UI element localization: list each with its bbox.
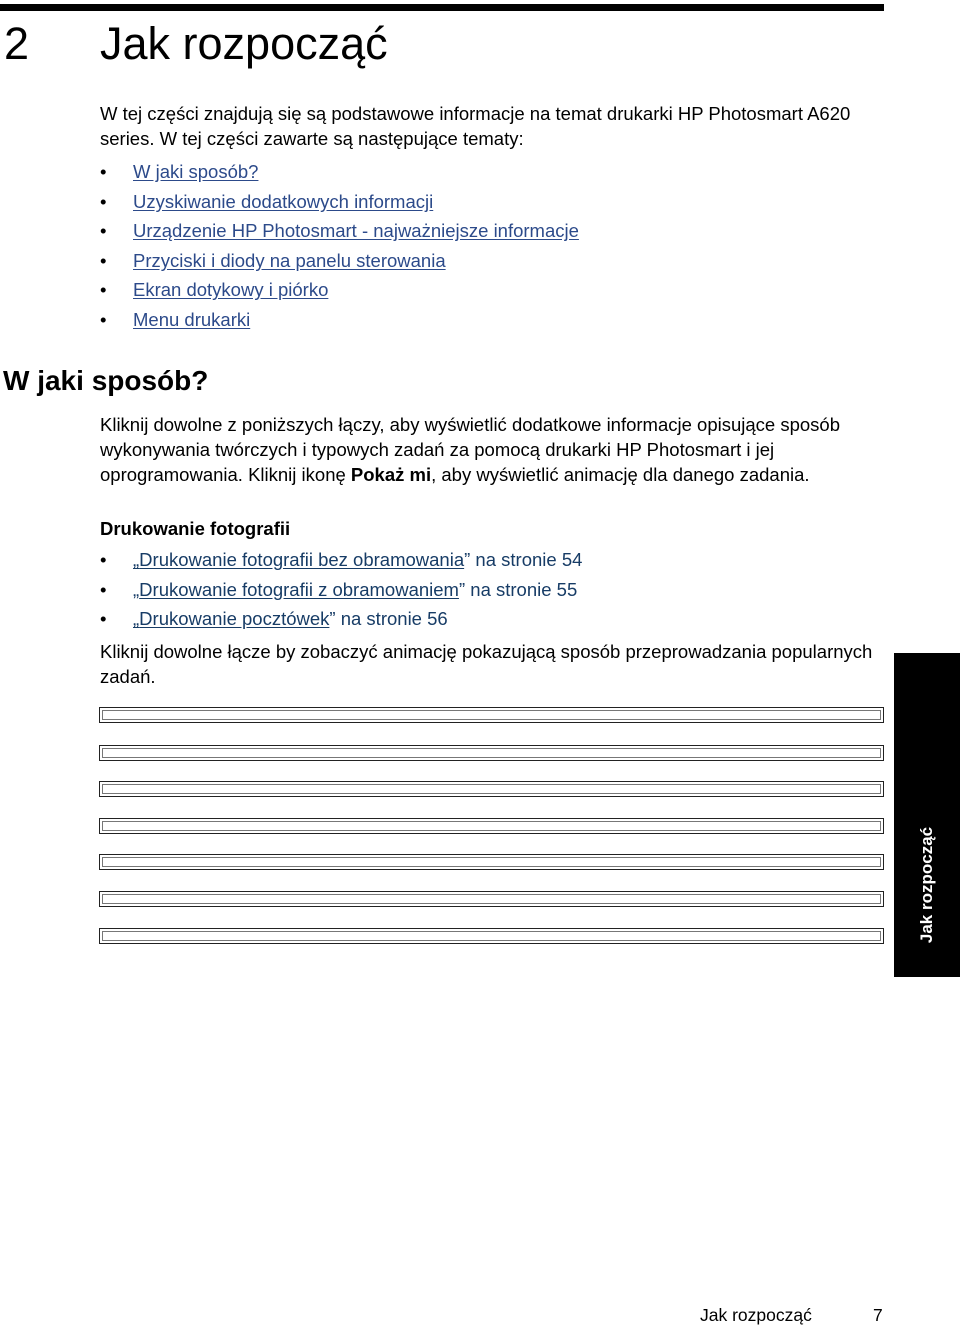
animation-link-box[interactable] bbox=[99, 707, 884, 723]
list-item bbox=[100, 545, 582, 575]
quote-open: „ bbox=[133, 549, 140, 570]
show-me-label: Pokaż mi bbox=[350, 464, 432, 485]
chapter-title bbox=[4, 18, 388, 70]
topic-link[interactable]: Urządzenie HP Photosmart - najważniejsze informacje bbox=[133, 220, 579, 241]
bullet-icon: • bbox=[100, 279, 107, 300]
page-reference: na stronie 55 bbox=[465, 578, 578, 600]
photo-link[interactable] bbox=[133, 608, 329, 629]
topic-link[interactable]: Menu drukarki bbox=[133, 308, 251, 330]
bullet-icon: • bbox=[100, 578, 107, 600]
animation-link-box[interactable] bbox=[99, 818, 884, 834]
list-item bbox=[100, 275, 579, 305]
animation-link-box[interactable] bbox=[99, 928, 884, 944]
topic-link[interactable]: Przyciski i diody na panelu sterowania bbox=[133, 249, 446, 271]
topic-link[interactable]: Uzyskiwanie dodatkowych informacji bbox=[133, 190, 434, 212]
bullet-icon: • bbox=[100, 161, 107, 182]
quote-close: ” bbox=[464, 549, 471, 570]
bullet-icon: • bbox=[100, 220, 107, 241]
animation-link-box[interactable] bbox=[99, 781, 884, 797]
page-reference: na stronie 56 bbox=[335, 608, 448, 629]
section-paragraph bbox=[100, 412, 900, 487]
list-item bbox=[100, 246, 579, 276]
list-item bbox=[100, 187, 579, 217]
bullet-icon: • bbox=[100, 608, 107, 629]
list-item bbox=[100, 216, 579, 246]
side-tab-label: Jak rozpocząć bbox=[917, 826, 936, 944]
chapter-number: 2 bbox=[4, 18, 30, 69]
link-text: Drukowanie fotografii bez obramowania bbox=[139, 549, 465, 570]
animation-link-box[interactable] bbox=[99, 854, 884, 870]
subsection-title: Drukowanie fotografii bbox=[100, 518, 291, 539]
animation-link-box[interactable] bbox=[99, 745, 884, 761]
chapter-side-tab bbox=[894, 653, 960, 977]
quote-close: ” bbox=[458, 578, 466, 600]
link-text: Drukowanie fotografii z obramowaniem bbox=[139, 578, 459, 600]
link-text: Drukowanie pocztówek bbox=[139, 608, 330, 629]
quote-open: „ bbox=[133, 608, 140, 629]
quote-close: ” bbox=[329, 608, 336, 629]
page-number: 7 bbox=[873, 1305, 883, 1325]
intro-paragraph: W tej części znajdują się są podstawowe informacje na temat drukarki HP Photosmart A620 series. W tej części zawarte są następujące tematy: bbox=[100, 103, 851, 149]
paragraph-text: , aby wyświetlić animację dla danego zadania. bbox=[431, 464, 810, 485]
photo-link[interactable] bbox=[133, 579, 459, 600]
bullet-icon: • bbox=[100, 249, 107, 271]
animation-link-box[interactable] bbox=[99, 891, 884, 907]
bullet-icon: • bbox=[100, 549, 107, 570]
quote-open: „ bbox=[133, 578, 140, 600]
list-item bbox=[100, 157, 579, 187]
photo-link[interactable] bbox=[133, 549, 464, 570]
bullet-icon: • bbox=[100, 190, 107, 212]
page-reference: na stronie 54 bbox=[470, 549, 583, 570]
list-item bbox=[100, 575, 582, 605]
section-title: W jaki sposób? bbox=[3, 365, 209, 396]
footer-chapter-title: Jak rozpocząć bbox=[700, 1305, 812, 1325]
list-item bbox=[100, 604, 582, 634]
list-item bbox=[100, 305, 579, 335]
topic-link[interactable]: Ekran dotykowy i piórko bbox=[133, 279, 329, 300]
topics-list bbox=[100, 157, 579, 334]
photo-links-list bbox=[100, 545, 582, 634]
top-rule bbox=[0, 4, 884, 11]
paragraph-text: Kliknij dowolne z poniższych łączy, aby wyświetlić dodatkowe informacje opisujące sposób wykonywania twórczych i typowych zadań za pomocą drukarki HP Photosmart i jej oprogramowania. Kliknij ikonę bbox=[100, 414, 841, 485]
animation-paragraph: Kliknij dowolne łącze by zobaczyć animację pokazującą sposób przeprowadzania popularnych zadań. bbox=[100, 641, 873, 687]
topic-link[interactable]: W jaki sposób? bbox=[133, 161, 259, 182]
chapter-title-text: Jak rozpocząć bbox=[100, 18, 388, 69]
bullet-icon: • bbox=[100, 308, 107, 330]
